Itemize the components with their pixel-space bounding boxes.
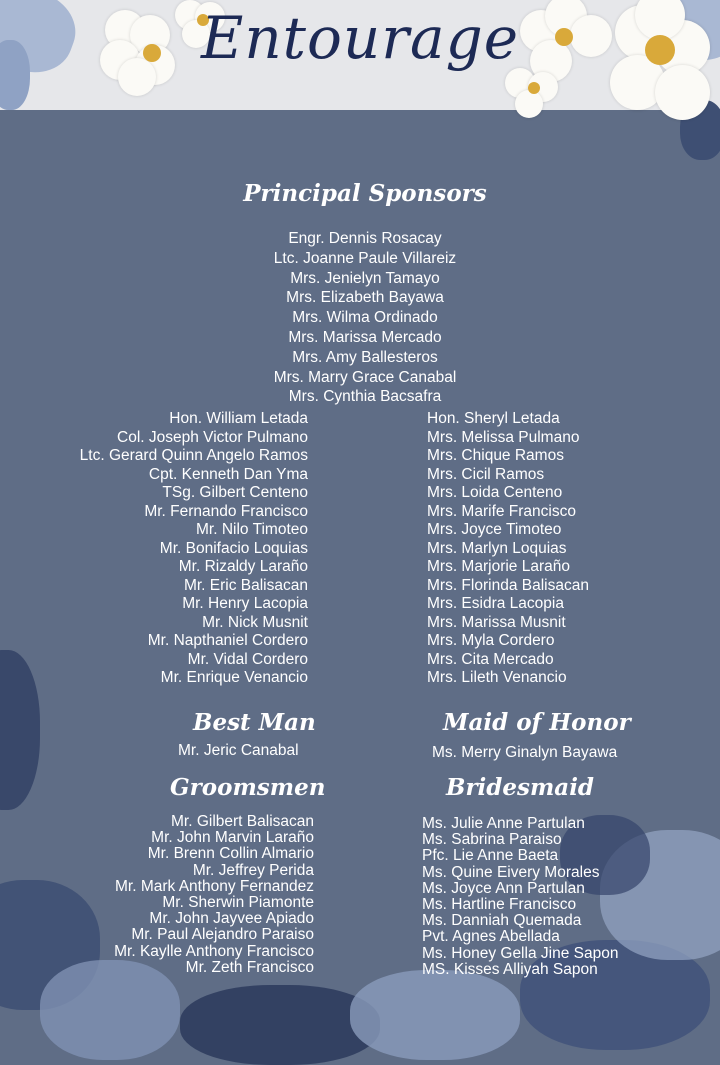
list-item: Ms. Danniah Quemada <box>422 912 582 930</box>
list-item: Ms. Julie Anne Partulan <box>422 815 585 832</box>
list-item: Mrs. Marry Grace Canabal <box>273 368 457 386</box>
principal-sponsors-center-list <box>0 229 720 407</box>
list-item: Mr. Jeffrey Perida <box>192 861 314 879</box>
list-item: Mr. Paul Alejandro Paraiso <box>131 926 314 944</box>
list-item: Mr. Nick Musnit <box>202 613 308 631</box>
list-item: Hon. William Letada <box>169 410 308 427</box>
list-item: Mrs. Jenielyn Tamayo <box>290 269 440 287</box>
list-item: MS. Kisses Alliyah Sapon <box>422 960 598 978</box>
bridesmaid-heading: Bridesmaid <box>446 774 595 801</box>
list-item: Ltc. Gerard Quinn Angelo Ramos <box>79 447 308 464</box>
list-item: Mr. Rizaldy Laraño <box>178 558 308 575</box>
list-item: Mr. Enrique Venancio <box>160 669 308 686</box>
groomsmen-heading: Groomsmen <box>170 774 326 801</box>
list-item: Mrs. Myla Cordero <box>427 632 555 649</box>
list-item: Pfc. Lie Anne Baeta <box>422 847 559 865</box>
best-man-heading: Best Man <box>193 709 316 736</box>
bridesmaid-list <box>422 816 618 978</box>
list-item: Ms. Quine Eivery Morales <box>422 863 600 881</box>
list-item: Mrs. Wilma Ordinado <box>292 309 438 327</box>
list-item: Mr. Eric Balisacan <box>183 576 308 594</box>
list-item: TSg. Gilbert Centeno <box>162 484 308 501</box>
principal-sponsors-right-list <box>427 410 589 688</box>
page-title: Entourage <box>200 4 520 72</box>
list-item: Mr. Henry Lacopia <box>182 595 308 612</box>
list-item: Mr. Fernando Francisco <box>144 502 308 520</box>
list-item: Mr. John Jayvee Apiado <box>149 910 314 928</box>
principal-sponsors-left-list <box>80 410 308 688</box>
list-item: Mrs. Marife Francisco <box>427 502 576 520</box>
groomsmen-list <box>114 814 314 976</box>
list-item: Ltc. Joanne Paule Villareiz <box>273 249 457 267</box>
list-item: Ms. Joyce Ann Partulan <box>422 879 585 897</box>
list-item: Mrs. Joyce Timoteo <box>427 521 562 538</box>
list-item: Mrs. Florinda Balisacan <box>427 576 589 594</box>
list-item: Mr. Napthaniel Cordero <box>147 632 308 649</box>
list-item: Ms. Sabrina Paraiso <box>422 831 562 849</box>
list-item: Mrs. Lileth Venancio <box>427 669 567 686</box>
list-item: Mrs. Marissa Mercado <box>288 328 442 346</box>
list-item: Mrs. Amy Ballesteros <box>292 348 438 366</box>
list-item: Mr. Sherwin Piamonte <box>162 894 314 912</box>
maid-of-honor-name: Ms. Merry Ginalyn Bayawa <box>432 744 618 761</box>
list-item: Mr. John Marvin Laraño <box>151 829 314 847</box>
list-item: Mrs. Cicil Ramos <box>427 465 545 483</box>
list-item: Mrs. Cynthia Bacsafra <box>288 388 442 406</box>
list-item: Mrs. Marissa Musnit <box>427 613 566 631</box>
list-item: Mrs. Cita Mercado <box>427 650 554 668</box>
list-item: Col. Joseph Victor Pulmano <box>117 428 308 446</box>
list-item: Mr. Kaylle Anthony Francisco <box>114 942 314 960</box>
list-item: Engr. Dennis Rosacay <box>288 230 442 247</box>
principal-sponsors-heading: Principal Sponsors <box>243 180 487 207</box>
list-item: Mrs. Esidra Lacopia <box>427 595 564 612</box>
list-item: Mrs. Marjorie Laraño <box>427 558 570 575</box>
list-item: Mr. Vidal Cordero <box>187 650 308 668</box>
list-item: Mr. Zeth Francisco <box>185 958 314 976</box>
list-item: Mr. Mark Anthony Fernandez <box>114 877 314 895</box>
list-item: Mr. Brenn Collin Almario <box>147 845 314 863</box>
list-item: Mr. Gilbert Balisacan <box>171 813 314 830</box>
list-item: Mr. Bonifacio Loquias <box>159 539 308 557</box>
list-item: Cpt. Kenneth Dan Yma <box>148 465 308 483</box>
list-item: Mrs. Chique Ramos <box>427 447 564 464</box>
best-man-name: Mr. Jeric Canabal <box>178 742 299 759</box>
list-item: Mrs. Loida Centeno <box>427 484 563 501</box>
list-item: Mrs. Elizabeth Bayawa <box>286 289 444 307</box>
list-item: Ms. Hartline Francisco <box>422 896 577 914</box>
list-item: Pvt. Agnes Abellada <box>422 928 560 946</box>
list-item: Mrs. Melissa Pulmano <box>427 428 580 446</box>
list-item: Hon. Sheryl Letada <box>427 410 560 427</box>
maid-of-honor-heading: Maid of Honor <box>443 709 631 736</box>
list-item: Mrs. Marlyn Loquias <box>427 539 567 557</box>
list-item: Ms. Honey Gella Jine Sapon <box>422 944 619 962</box>
list-item: Mr. Nilo Timoteo <box>196 521 308 538</box>
